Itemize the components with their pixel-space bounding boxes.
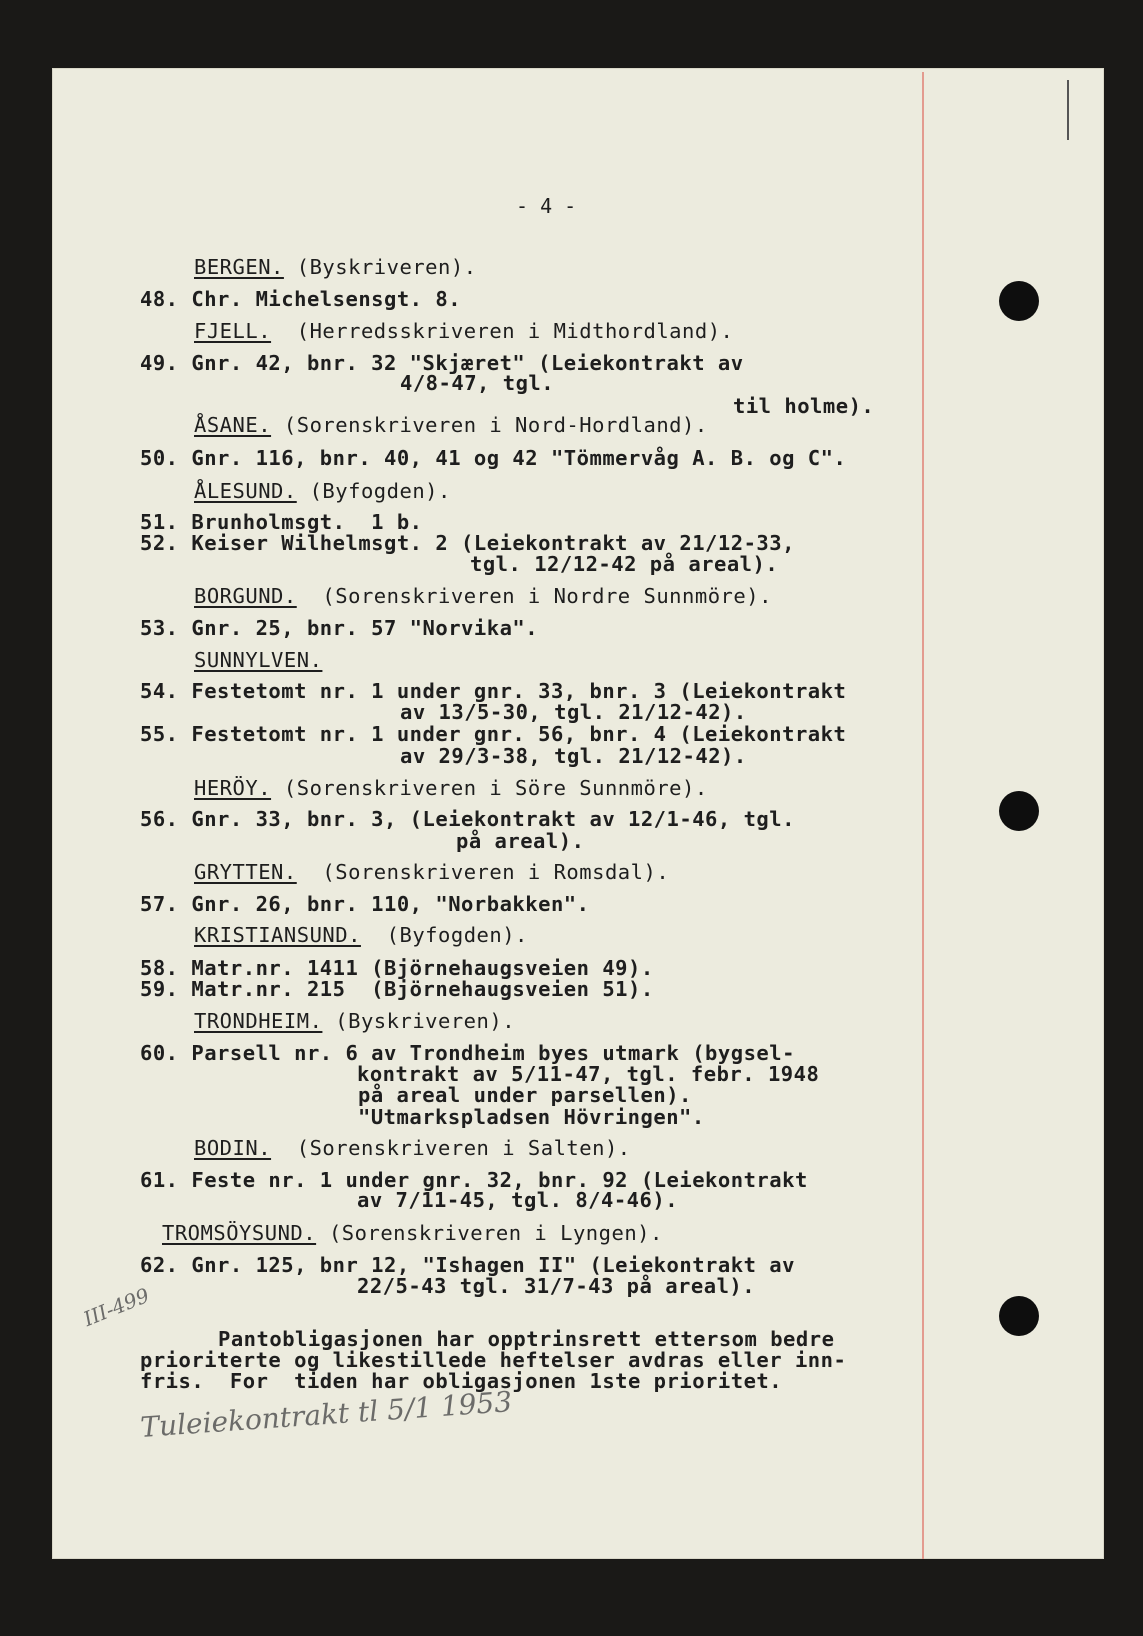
- text-line: 51. Brunholmsgt. 1 b.: [140, 510, 423, 534]
- text-line: kontrakt av 5/11-47, tgl. febr. 1948: [357, 1062, 820, 1086]
- place-heading: KRISTIANSUND.: [194, 923, 361, 947]
- place-heading: ÅLESUND.: [194, 479, 297, 503]
- heading-detail: (Byfogden).: [296, 479, 451, 503]
- text-line: 48. Chr. Michelsensgt. 8.: [140, 287, 462, 311]
- text-line: til holme).: [733, 394, 875, 418]
- heading-detail: (Byskriveren).: [322, 1009, 516, 1033]
- heading-detail: (Sorenskriveren i Söre Sunnmöre).: [271, 776, 708, 800]
- text-line: av 29/3-38, tgl. 21/12-42).: [400, 744, 747, 768]
- text-line: Pantobligasjonen har opptrinsrett ettersom bedre: [218, 1327, 835, 1351]
- heading-detail: (Sorenskriveren i Romsdal).: [296, 860, 670, 884]
- text-line: [194, 256, 477, 278]
- heading-detail: (Sorenskriveren i Nord-Hordland).: [271, 413, 708, 437]
- margin-handwritten-note: III-499: [80, 1283, 153, 1331]
- text-line: av 7/11-45, tgl. 8/4-46).: [357, 1188, 679, 1212]
- text-line: [194, 649, 322, 671]
- text-line: [194, 924, 528, 946]
- text-line: [194, 1137, 631, 1159]
- punch-hole-bottom: [999, 1296, 1039, 1336]
- text-line: [194, 480, 451, 502]
- text-line: 56. Gnr. 33, bnr. 3, (Leiekontrakt av 12/1-46, tgl.: [140, 807, 795, 831]
- text-line: [194, 1010, 515, 1032]
- page-number: - 4 -: [516, 194, 577, 218]
- text-line: prioriterte og likestillede heftelser avdras eller inn-: [140, 1348, 847, 1372]
- text-line: på areal under parsellen).: [358, 1083, 692, 1107]
- text-line: 49. Gnr. 42, bnr. 32 "Skjæret" (Leiekontrakt av: [140, 351, 744, 375]
- heading-detail: (Byskriveren).: [283, 255, 477, 279]
- heading-detail: (Sorenskriveren i Salten).: [271, 1136, 631, 1160]
- top-corner-mark: [1067, 80, 1069, 140]
- bottom-handwritten-note: Tuleiekontrakt tl 5/1 1953: [139, 1385, 514, 1444]
- text-line: [194, 414, 708, 436]
- text-line: av 13/5-30, tgl. 21/12-42).: [400, 700, 747, 724]
- place-heading: BERGEN.: [194, 255, 284, 279]
- place-heading: GRYTTEN.: [194, 860, 297, 884]
- text-line: 4/8-47, tgl.: [400, 371, 555, 395]
- heading-detail: (Sorenskriveren i Nordre Sunnmöre).: [296, 584, 772, 608]
- text-line: 61. Feste nr. 1 under gnr. 32, bnr. 92 (Leiekontrakt: [140, 1168, 808, 1192]
- text-line: tgl. 12/12-42 på areal).: [470, 552, 779, 576]
- margin-rule: [922, 72, 924, 1559]
- place-heading: FJELL.: [194, 319, 272, 343]
- place-heading: TROMSÖYSUND.: [162, 1221, 317, 1245]
- heading-detail: (Byfogden).: [360, 923, 528, 947]
- text-line: [194, 320, 733, 342]
- text-line: 54. Festetomt nr. 1 under gnr. 33, bnr. 3 (Leiekontrakt: [140, 679, 847, 703]
- text-line: på areal).: [456, 829, 585, 853]
- place-heading: BORGUND.: [194, 584, 297, 608]
- text-line: 22/5-43 tgl. 31/7-43 på areal).: [357, 1274, 756, 1298]
- heading-detail: (Herredsskriveren i Midthordland).: [271, 319, 734, 343]
- punch-hole-middle: [999, 791, 1039, 831]
- text-line: [194, 777, 708, 799]
- text-line: 53. Gnr. 25, bnr. 57 "Norvika".: [140, 616, 539, 640]
- punch-hole-top: [999, 281, 1039, 321]
- text-line: 59. Matr.nr. 215 (Björnehaugsveien 51).: [140, 977, 654, 1001]
- text-line: [162, 1222, 663, 1244]
- place-heading: SUNNYLVEN.: [194, 648, 323, 672]
- text-line: 62. Gnr. 125, bnr 12, "Ishagen II" (Leiekontrakt av: [140, 1253, 795, 1277]
- place-heading: BODIN.: [194, 1136, 272, 1160]
- text-line: fris. For tiden har obligasjonen 1ste prioritet.: [140, 1369, 783, 1393]
- text-line: 55. Festetomt nr. 1 under gnr. 56, bnr. 4 (Leiekontrakt: [140, 722, 847, 746]
- heading-detail: (Sorenskriveren i Lyngen).: [316, 1221, 663, 1245]
- place-heading: ÅSANE.: [194, 413, 272, 437]
- place-heading: HERÖY.: [194, 776, 272, 800]
- place-heading: TRONDHEIM.: [194, 1009, 323, 1033]
- text-line: 58. Matr.nr. 1411 (Björnehaugsveien 49).: [140, 956, 654, 980]
- text-line: "Utmarkspladsen Hövringen".: [358, 1105, 705, 1129]
- text-line: 50. Gnr. 116, bnr. 40, 41 og 42 "Tömmervåg A. B. og C".: [140, 446, 847, 470]
- text-line: 57. Gnr. 26, bnr. 110, "Norbakken".: [140, 892, 590, 916]
- text-line: 52. Keiser Wilhelmsgt. 2 (Leiekontrakt av 21/12-33,: [140, 531, 795, 555]
- text-line: 60. Parsell nr. 6 av Trondheim byes utmark (bygsel-: [140, 1041, 795, 1065]
- text-line: [194, 861, 669, 883]
- text-line: [194, 585, 772, 607]
